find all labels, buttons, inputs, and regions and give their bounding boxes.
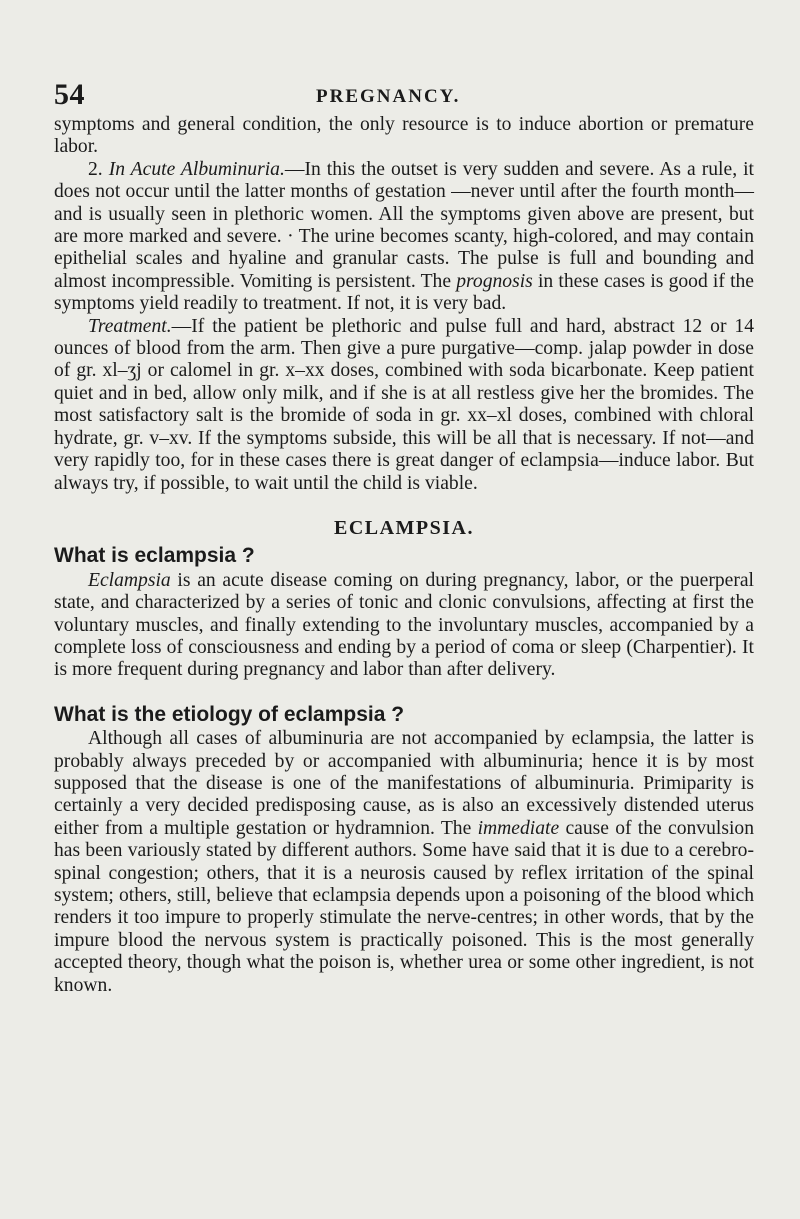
acute-heading: In Acute Albuminuria.	[108, 158, 285, 180]
acute-text: —In this the outset is very sudden and severe. As a rule, it does not occur until the latter months of gestation —never until after the fourth month—and is usually seen in plethoric women. All the symptoms given above are present, but are more marked and severe. · The urine becomes scanty, high-colored, and may contain epithelial scales and hyaline and granular casts. The pulse is full and bounding and almost incompressible. Vomiting is persistent. The	[54, 158, 754, 292]
question-etiology: What is the etiology of eclampsia ?	[54, 702, 405, 726]
eclampsia-term: Eclampsia	[88, 569, 171, 591]
running-head: PREGNANCY.	[316, 86, 461, 107]
acute-number: 2.	[88, 158, 103, 180]
answer-etiology-text-1: Although all cases of albuminuria are not accompanied by eclampsia, the latter is probably always preceded by or accompanied with albuminuria; hence it is by most supposed that the disease is one of the manifestations of albuminuria. Primiparity is certainly a very decided predisposing cause, as is also an excessively distended uterus either from a multiple gestation or hydramnion. The	[54, 728, 754, 839]
answer-definition	[54, 570, 754, 682]
intro-paragraph: symptoms and general condition, the only resource is to induce abortion or premature labor.	[54, 114, 754, 158]
acute-albuminuria-paragraph	[54, 159, 754, 316]
treatment-text: —If the patient be plethoric and pulse full and hard, abstract 12 or 14 ounces of blood from the arm. Then give a pure purgative—comp. jalap powder in dose of gr. xl–ʒj or calomel in gr. x–xx doses, combined with soda bicarbonate. Keep patient quiet and in bed, allow only milk, and if she is at all restless give her the bromides. The most satisfactory salt is the bromide of soda in gr. xx–xl doses, combined with chloral hydrate, gr. v–xv. If the symptoms subside, this will be all that is necessary. If not—and very rapidly too, for in these cases there is great danger of eclampsia—induce labor. But always try, if possible, to wait until the child is viable.	[54, 315, 754, 494]
page-header	[54, 70, 754, 114]
prognosis-term: prognosis	[456, 270, 533, 292]
body-text	[54, 114, 754, 997]
answer-etiology	[54, 728, 754, 997]
answer-definition-text: is an acute disease coming on during pregnancy, labor, or the puerperal state, and characterized by a series of tonic and clonic convulsions, affecting at first the voluntary muscles, and finally extending to the involuntary muscles, accompanied by a complete loss of consciousness and ending by a period of coma or sleep (Charpentier). It is more frequent during pregnancy and labor than after delivery.	[54, 569, 754, 681]
acute-text-after: in these cases is good if the symptoms yield readily to treatment. If not, it is very bad.	[54, 270, 755, 315]
immediate-term: immediate	[477, 817, 560, 839]
question-definition: What is eclampsia ?	[54, 544, 255, 568]
treatment-paragraph	[54, 316, 754, 495]
treatment-heading: Treatment.	[88, 315, 172, 337]
section-title: ECLAMPSIA.	[333, 516, 474, 539]
answer-etiology-text-2: cause of the convulsion has been variously stated by different authors. Some have said that it is due to a cerebro-spinal congestion; others, that it is a neurosis caused by reflex irritation of the spinal system; others, still, believe that eclampsia depends upon a poisoning of the blood which renders it too impure to properly stimulate the nerve-centres; in other words, that by the impure blood the nervous system is practically poisoned. This is the most generally accepted theory, though what the poison is, whether urea or some other ingredient, is not known.	[54, 817, 755, 996]
page-number: 54	[54, 78, 85, 111]
